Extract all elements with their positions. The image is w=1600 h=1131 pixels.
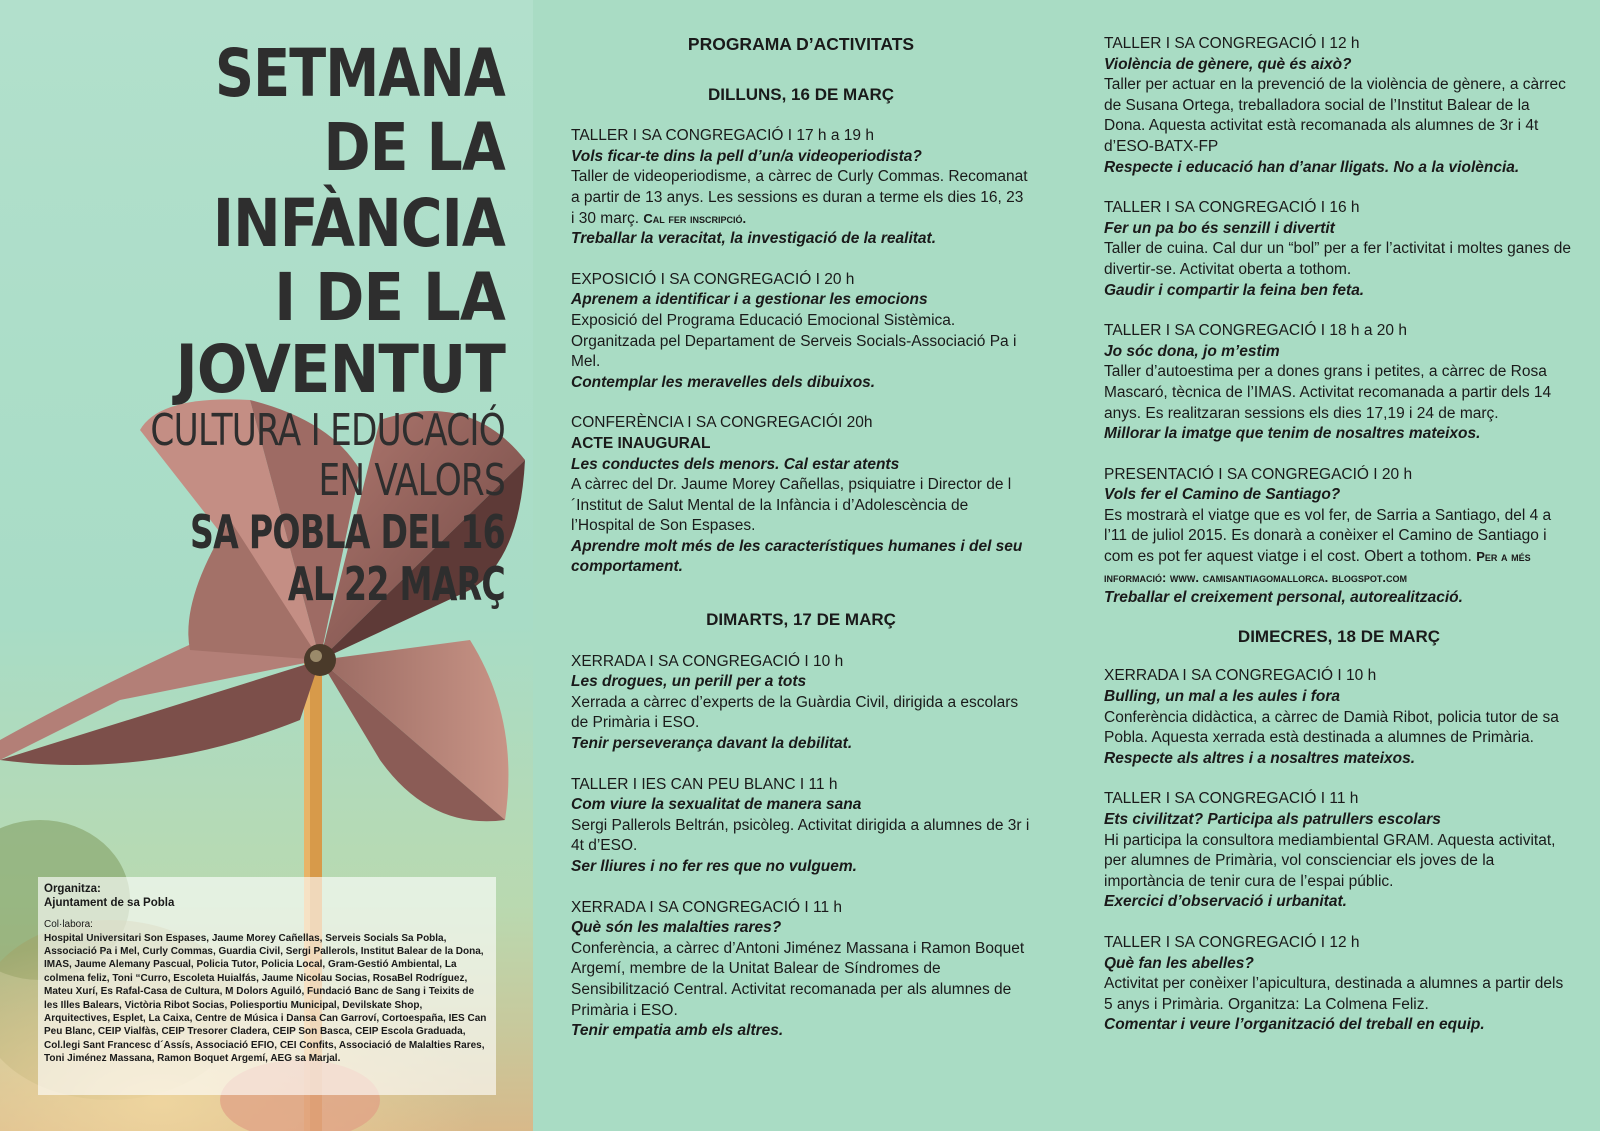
activity-title: Fer un pa bo és senzill i divertit (1104, 219, 1335, 237)
activity-title: Ets civilitzat? Participa als patrullers escolars (1104, 811, 1441, 828)
activity-note: Per a més informació: www. camisantiagomallorca. blogspot.com (1104, 549, 1531, 585)
activity-takeaway: Tenir perseverança davant la debilitat. (571, 735, 853, 753)
activity-item (571, 270, 1031, 394)
activity-description: Exposició del Programa Educació Emocional Sistèmica. Organitzada pel Departament de Serveis Socials-Associació Pa i Mel. (571, 311, 1017, 371)
activity-takeaway: Aprendre molt més de les característiques humanes i del seu comportament. (571, 537, 1023, 576)
poster-panel (0, 0, 533, 1131)
activity-takeaway: Ser lliures i no fer res que no vulguem. (571, 858, 857, 875)
activity-takeaway: Respecte als altres i a nosaltres mateixos. (1104, 749, 1416, 767)
day-heading: DIMARTS, 17 DE MARÇ (706, 610, 896, 630)
activity-description: Es mostrarà el viatge que es vol fer, de Sarria a Santiago, del 4 a l’11 de juliol 2015. Es donarà a conèixer el Camino de Santiago i com es pot fer aquest viatge i el cost. Obert a tothom. Per a més informació: www. camisantiagomallorca. blogspot.com (1104, 506, 1552, 585)
activity-description: Taller de videoperiodisme, a càrrec de Curly Commas. Recomanat a partir de 13 anys. Les sessions es duran a terme els dies 16, 23 i 30 març. Cal fer inscripció. (571, 168, 1028, 227)
activity-takeaway: Tenir empatia amb els altres. (571, 1022, 784, 1040)
activity-title: Què són les malalties rares? (571, 919, 782, 937)
activity-meta: TALLER I SA CONGREGACIÓ I 17 h a 19 h (571, 127, 874, 145)
activity-description: Conferència didàctica, a càrrec de Damià Ribot, policia tutor de sa Pobla. Aquesta xerrada està destinada a alumnes de Primària. (1104, 708, 1559, 747)
credits-box (38, 877, 496, 1095)
organitza-label: Organitza: (44, 883, 101, 895)
activity-item (1104, 198, 1574, 301)
activity-description: A càrrec del Dr. Jaume Morey Cañellas, psiquiatre i Director de l´Institut de Salut Mental de la Infància i d’Adolescència de l’Hospital de Son Espases. (571, 476, 1012, 535)
activity-item (571, 652, 1031, 755)
activity-description: Taller d’autoestima per a dones grans i petites, a càrrec de Rosa Mascaró, tècnica de l’IMAS. Activitat recomanada a partir dels 14 anys. Es realitzaran sessions els dies 17,19 i 24 de març. (1104, 363, 1552, 422)
activity-title: Com viure la sexualitat de manera sana (571, 796, 862, 814)
activity-description: Conferència, a càrrec d’Antoni Jiménez Massana i Ramon Boquet Argemí, membre de la Unitat Balear de Síndromes de Sensibilització Central. Activitat recomanada per als alumnes de Primària i ESO. (571, 939, 1025, 1019)
activity-description: Activitat per conèixer l’apicultura, destinada a alumnes a partir dels 5 anys i Primària. Organitza: La Colmena Feliz. (1104, 975, 1564, 1013)
collabora-text: Hospital Universitari Son Espases, Jaume Morey Cañellas, Serveis Socials Sa Pobla, Associació Pa i Mel, Curly Commas, Guardia Civil, Sergi Pallerols, Institut Balear de la Dona, IMAS, Jaume Alemany Pascual, Policia Tutor, Policia Local, Gram-Gestió Ambiental, La colmena feliz, Toni “Curro, Escoleta Huialfás, Jaume Nicolau Socias, RosaBel Rodríguez, Mateu Xurí, Es Rafal-Casa de Cultura, M Dolors Aguiló, Fundació Banc de Sang i Teixits de les Illes Balears, Victòria Ribot Socias, Poliesportiu Municipal, Devilskate Shop, Arquitectives, Esplet, La Caixa, Centre de Música i Dansa Can Garroví, Cortoespaña, IES Can Peu Blanc, CEIP Vialfàs, CEIP Tresorer Cladera, CEIP Son Basca, CEIP Escola Graduada, Col.legi Sant Francesc d´Assís, Associació EFIO, CEI Confits, Associació de Malalties Rares, Toni Jiménez Massana, Ramon Boquet Argemí, AEG sa Marjal. (44, 932, 487, 1065)
activity-title: Aprenem a identificar i a gestionar les emocions (571, 291, 928, 309)
activity-meta: CONFERÈNCIA I SA CONGREGACIÓI 20h (571, 414, 873, 432)
activity-title: Les drogues, un perill per a tots (571, 673, 807, 691)
activity-meta: TALLER I IES CAN PEU BLANC I 11 h (571, 775, 838, 793)
activity-item (571, 775, 1031, 878)
activity-meta: XERRADA I SA CONGREGACIÓ I 11 h (571, 898, 843, 916)
activity-takeaway: Exercici d’observació i urbanitat. (1104, 893, 1347, 911)
activity-description: Hi participa la consultora mediambiental GRAM. Aquesta activitat, per alumnes de Primària, vol conscienciar els joves de la importància de tenir cura de l’espai públic. (1104, 831, 1556, 890)
program-title: PROGRAMA D’ACTIVITATS (687, 34, 915, 54)
poster-title-line: I DE LA JOVENTUT (175, 259, 505, 408)
activity-meta: TALLER I SA CONGREGACIÓ I 12 h (1104, 933, 1360, 951)
poster-title-line: SETMANA (214, 35, 505, 112)
activity-title: Jo sóc dona, jo m’estim (1104, 342, 1280, 360)
activity-title: Què fan les abelles? (1104, 954, 1254, 972)
organitza-value: Ajuntament de sa Pobla (44, 896, 175, 909)
activity-description: Taller per actuar en la prevenció de la violència de gènere, a càrrec de Susana Ortega, treballadora social de l’Institut Balear de la Dona. Aquesta activitat està recomanada als alumnes de 3r i 4t d’ESO-BATX-FP (1104, 76, 1566, 155)
activity-note: Cal fer inscripció. (643, 210, 747, 226)
activity-item (1104, 666, 1574, 769)
activity-meta: XERRADA I SA CONGREGACIÓ I 10 h (1104, 667, 1377, 685)
activity-takeaway: Respecte i educació han d’anar lligats. No a la violència. (1104, 158, 1520, 176)
poster-subtitle: CULTURA I EDUCACIÓ EN VALORS (150, 405, 505, 506)
activity-item (1104, 321, 1574, 445)
activity-meta: XERRADA I SA CONGREGACIÓ I 10 h (571, 652, 844, 670)
activity-title: Violència de gènere, què és això? (1104, 55, 1352, 73)
activity-title: Bulling, un mal a les aules i fora (1104, 688, 1341, 706)
program-column-2 (1104, 0, 1574, 1056)
activity-subtitle: ACTE INAUGURAL (571, 434, 711, 452)
activity-item (1104, 933, 1574, 1036)
activity-title: Les conductes dels menors. Cal estar atents (571, 455, 900, 473)
activity-takeaway: Contemplar les meravelles dels dibuixos. (571, 373, 876, 391)
activity-item (1104, 34, 1574, 178)
activity-takeaway: Treballar el creixement personal, autorealització. (1104, 589, 1463, 607)
activity-meta: PRESENTACIÓ I SA CONGREGACIÓ I 20 h (1104, 465, 1413, 483)
activity-description: Xerrada a càrrec d’experts de la Guàrdia Civil, dirigida a escolars de Primària i ESO. (571, 693, 1019, 732)
activity-item (1104, 465, 1574, 609)
activity-meta: EXPOSICIÓ I SA CONGREGACIÓ I 20 h (571, 270, 855, 288)
activity-meta: TALLER I SA CONGREGACIÓ I 12 h (1104, 35, 1360, 52)
activity-item (571, 126, 1031, 250)
day-heading: DILLUNS, 16 DE MARÇ (707, 84, 895, 104)
activity-item (1104, 789, 1574, 913)
poster-title (0, 35, 506, 611)
activity-meta: TALLER I SA CONGREGACIÓ I 16 h (1104, 199, 1360, 217)
activity-takeaway: Comentar i veure l’organització del treball en equip. (1104, 1016, 1485, 1034)
activity-takeaway: Treballar la veracitat, la investigació de la realitat. (571, 230, 936, 248)
activity-meta: TALLER I SA CONGREGACIÓ I 11 h (1104, 790, 1359, 808)
activity-meta: TALLER I SA CONGREGACIÓ I 18 h a 20 h (1104, 322, 1407, 340)
collabora-label: Col·labora: (44, 919, 93, 931)
program-column-1 (571, 0, 1031, 1062)
activity-description: Taller de cuina. Cal dur un “bol” per a fer l’activitat i moltes ganes de divertir-se. Activitat oberta a tothom. (1104, 240, 1571, 278)
poster-dates: SA POBLA DEL 16 AL 22 MARÇ (190, 505, 505, 611)
activity-title: Vols ficar-te dins la pell d’un/a videoperiodista? (571, 147, 922, 165)
day-heading: DIMECRES, 18 DE MARÇ (1237, 626, 1441, 646)
activity-takeaway: Millorar la imatge que tenim de nosaltres mateixos. (1104, 425, 1481, 443)
activity-takeaway: Gaudir i compartir la feina ben feta. (1104, 281, 1365, 299)
activity-title: Vols fer el Camino de Santiago? (1104, 486, 1341, 504)
activity-item (571, 413, 1031, 578)
activity-item (571, 898, 1031, 1042)
poster-title-line: DE LA INFÀNCIA (212, 109, 506, 262)
activity-description: Sergi Pallerols Beltrán, psicòleg. Activitat dirigida a alumnes de 3r i 4t d’ESO. (571, 816, 1030, 855)
